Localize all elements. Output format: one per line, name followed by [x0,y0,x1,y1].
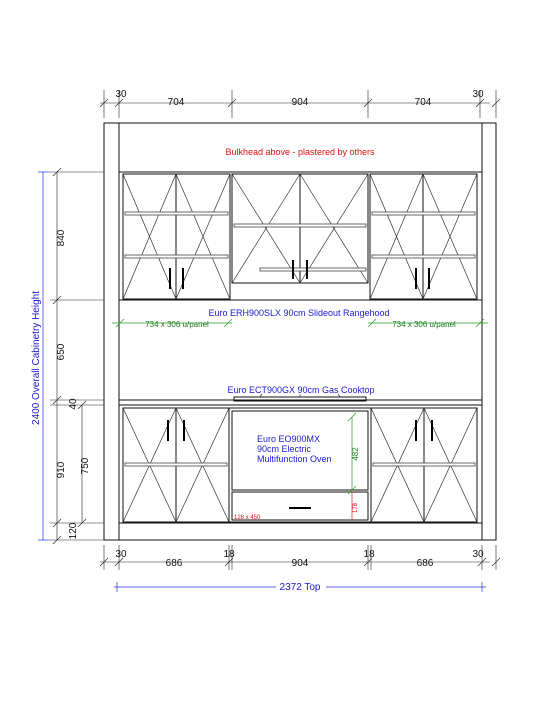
upper-right-cabinet [370,174,477,299]
upper-middle-cabinet [232,174,368,283]
left-dim-120: 120 [68,522,79,540]
oven-label-line3: Multifunction Oven [257,454,332,464]
bottom-dim-30-right: 30 [472,549,484,560]
bulkhead-note: Bulkhead above - plastered by others [225,147,375,157]
bottom-dim-30-left: 30 [115,549,127,560]
oven-label-line1: Euro EO900MX [257,434,321,444]
overall-height-dimension [31,172,50,540]
top-total-label: 2372 Top [279,582,321,593]
bottom-dim-18-right: 18 [363,549,375,560]
top-total-dimension [114,580,486,593]
bottom-dimension-line [100,545,500,570]
top-dim-left: 704 [167,97,185,108]
top-dim-right: 704 [414,97,432,108]
lower-right-cabinet [371,408,477,522]
left-dimension-lines [50,168,104,544]
upper-left-cabinet [123,174,230,299]
rangehood-label: Euro ERH900SLX 90cm Slideout Rangehood [208,308,390,318]
top-dim-mid: 904 [291,97,309,108]
left-dim-40: 40 [68,398,79,410]
panel-right-dimension [368,319,488,329]
panel-right-label: 734 x 306 u/panel [392,320,456,329]
drawer-height-label: 178 [353,502,359,514]
oven-bay [229,408,371,522]
oven-label-line2: 90cm Electric [257,444,312,454]
overall-height-label: 2400 Overall Cabinetry Height [31,291,42,425]
bottom-dim-18-left: 18 [223,549,235,560]
left-dim-840: 840 [56,229,67,247]
left-dim-910: 910 [56,461,67,479]
top-dim-right-end: 30 [472,89,484,100]
cooktop-label: Euro ECT900GX 90cm Gas Cooktop [227,385,375,395]
top-dim-left-end: 30 [115,89,127,100]
oven-height-label: 482 [351,447,360,461]
bottom-dim-686-right: 686 [416,558,434,569]
bottom-dim-686-left: 686 [165,558,183,569]
left-dim-750: 750 [80,457,91,475]
bottom-dim-904: 904 [291,558,309,569]
drawer-size-label: 128 x 450 [234,515,261,521]
left-dim-650: 650 [56,343,67,361]
panel-left-label: 734 x 306 u/panel [145,320,209,329]
panel-left-dimension [112,319,232,329]
top-dimension-line [100,89,500,118]
lower-left-cabinet [123,408,229,522]
